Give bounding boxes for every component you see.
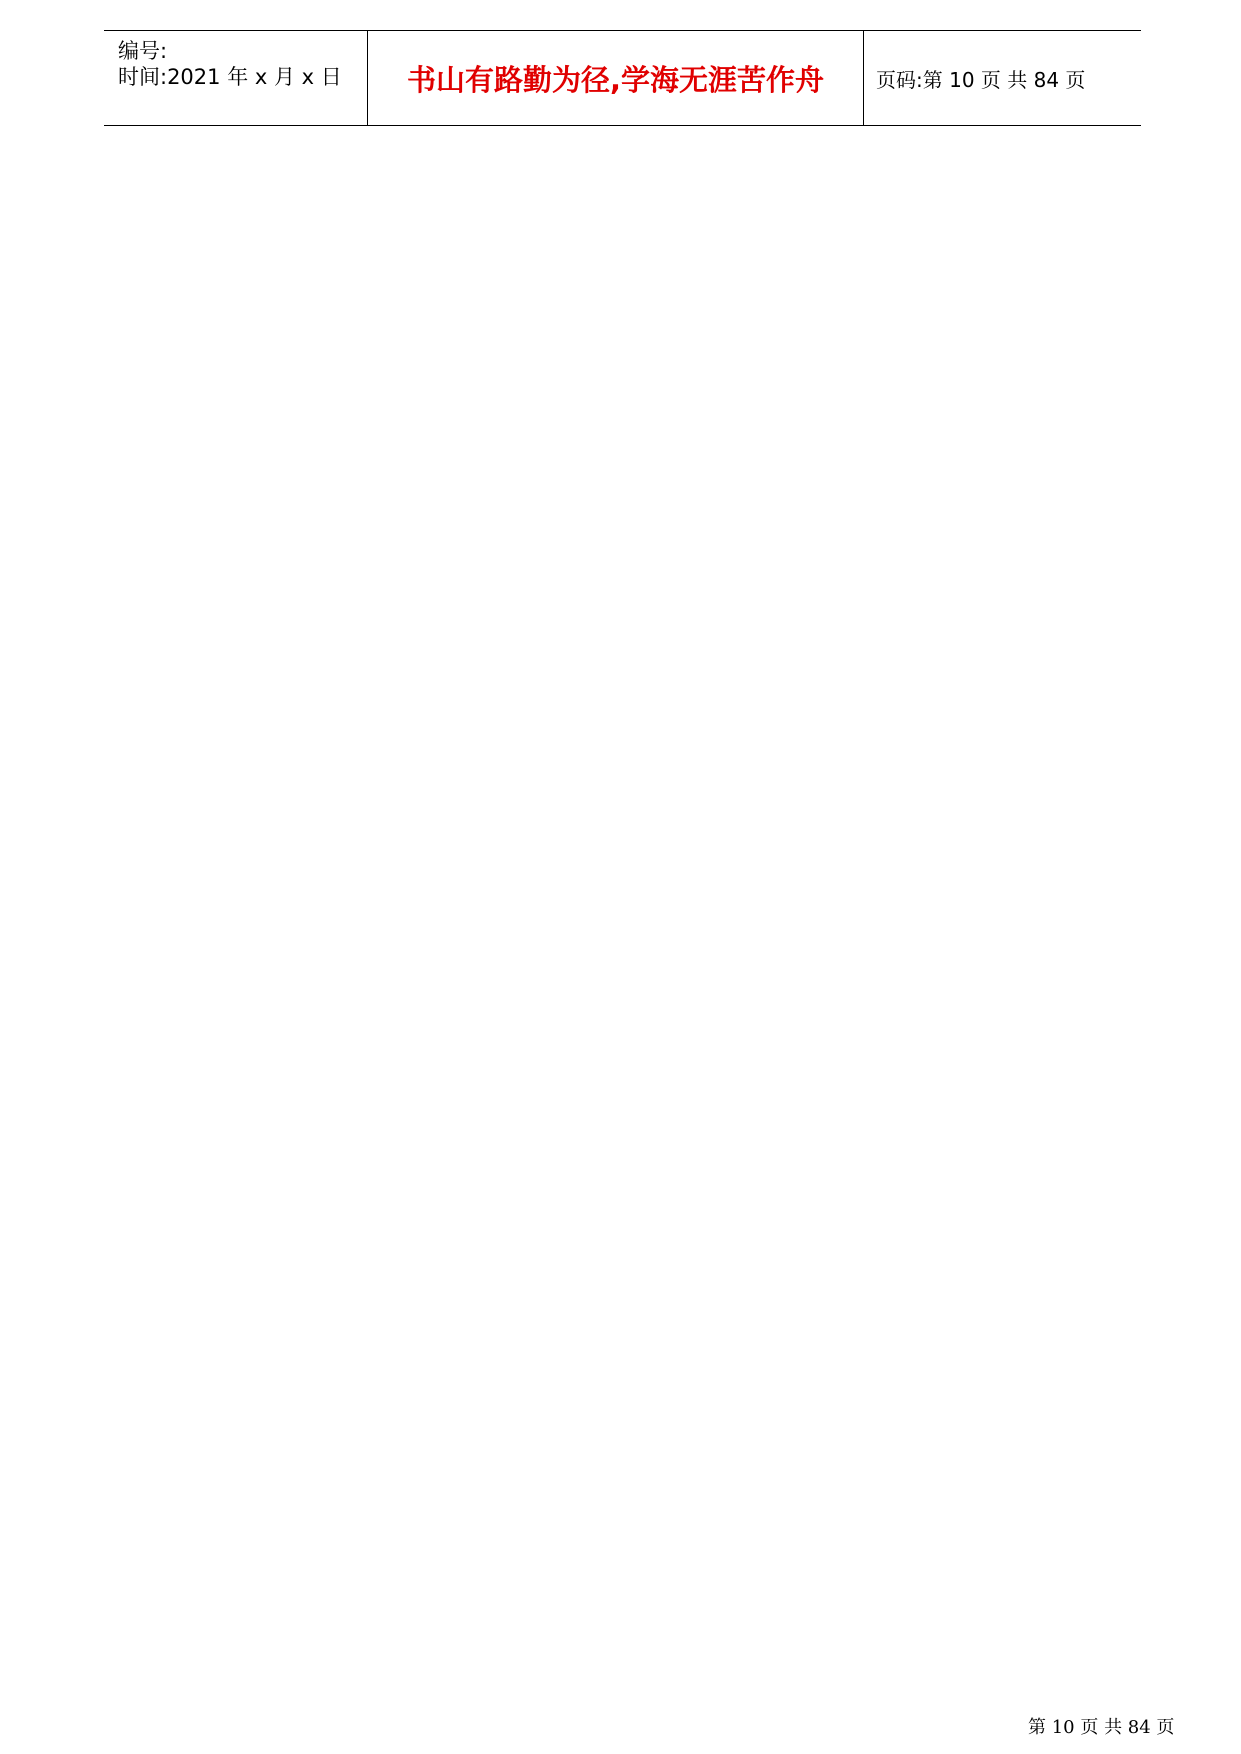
document-time-label: 时间:2021 年 x 月 x 日 <box>118 65 342 89</box>
document-number-label: 编号: <box>118 39 168 63</box>
header-motto-cell <box>368 31 864 125</box>
header-page-cell <box>864 31 1141 125</box>
header-page-info: 页码:第 10 页 共 84 页 <box>876 67 1086 92</box>
page-header <box>104 30 1141 126</box>
header-meta-cell <box>104 31 368 125</box>
page-footer: 第 10 页 共 84 页 <box>1028 1717 1175 1738</box>
header-motto: 书山有路勤为径,学海无涯苦作舟 <box>406 62 825 97</box>
